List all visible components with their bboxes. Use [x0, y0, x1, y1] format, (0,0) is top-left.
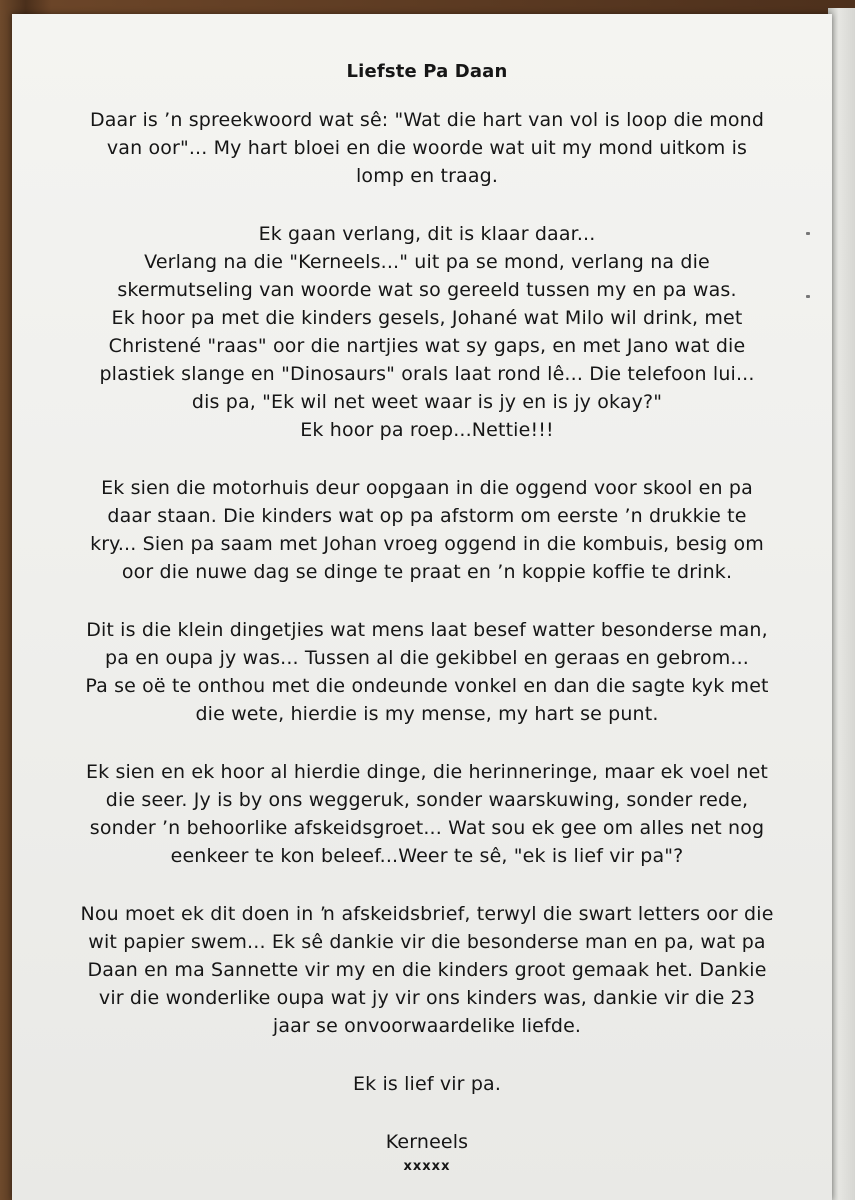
underlying-page-edge	[828, 8, 855, 1200]
paragraph-5: Ek sien en ek hoor al hierdie dinge, die herinneringe, maar ek voel net die seer. Jy is by ons weggeruk, sonder waarskuwing, sonder rede, sonder ’n behoorlike afskeidsgroet... Wat sou ek gee om alles net nog eenkeer te kon beleef...Weer te sê, "ek is lief vir pa"?	[85, 761, 769, 867]
paragraph-2: Ek gaan verlang, dit is klaar daar... Verlang na die "Kerneels..." uit pa se mond, verlang na die skermutseling van woorde wat so gereeld tussen my en pa was. Ek hoor pa met die kinders gesels, Johané wat Milo wil drink, met Christené "raas" oor die nartjies wat sy gaps, en met Jano wat die plastiek slange en "Dinosaurs" orals laat rond lê... Die telefoon lui... dis pa, "Ek wil net weet waar is jy en is jy okay?" Ek hoor pa roep...Nettie!!!	[99, 223, 755, 441]
paragraph-6: Nou moet ek dit doen in ŉ afskeidsbrief, terwyl die swart letters oor die wit papier swem... Ek sê dankie vir die besonderse man en pa, wat pa Daan en ma Sannette vir my en die kinders groot gemaak het. Dankie vir die wonderlike oupa wat jy vir ons kinders was, dankie vir die 23 jaar se onvoorwaardelike liefde.	[80, 903, 774, 1037]
paragraph-4: Dit is die klein dingetjies wat mens laat besef watter besonderse man, pa en oupa jy was... Tussen al die gekibbel en geraas en gebrom... Pa se oë te onthou met die ondeunde vonkel en dan die sagte kyk met die wete, hierdie is my mense, my hart se punt.	[85, 619, 769, 725]
letter-page	[12, 14, 832, 1200]
signature: Kerneels	[385, 1131, 469, 1153]
paragraph-1: Daar is ’n spreekwoord wat sê: "Wat die hart van vol is loop die mond van oor"... My hart bloei en die woorde wat uit my mond uitkom is lomp en traag.	[89, 109, 765, 187]
letter-title: Liefste Pa Daan	[346, 61, 508, 82]
paragraph-3: Ek sien die motorhuis deur oopgaan in die oggend voor skool en pa daar staan. Die kinders wat op pa afstorm om eerste ’n drukkie te kry... Sien pa saam met Johan vroeg oggend in die kombuis, besig om oor die nuwe dag se dinge te praat en ’n koppie koffie te drink.	[90, 477, 764, 583]
closing-line: Ek is lief vir pa.	[352, 1073, 502, 1095]
letter-body	[42, 58, 812, 1176]
kisses: xxxxx	[403, 1159, 451, 1174]
